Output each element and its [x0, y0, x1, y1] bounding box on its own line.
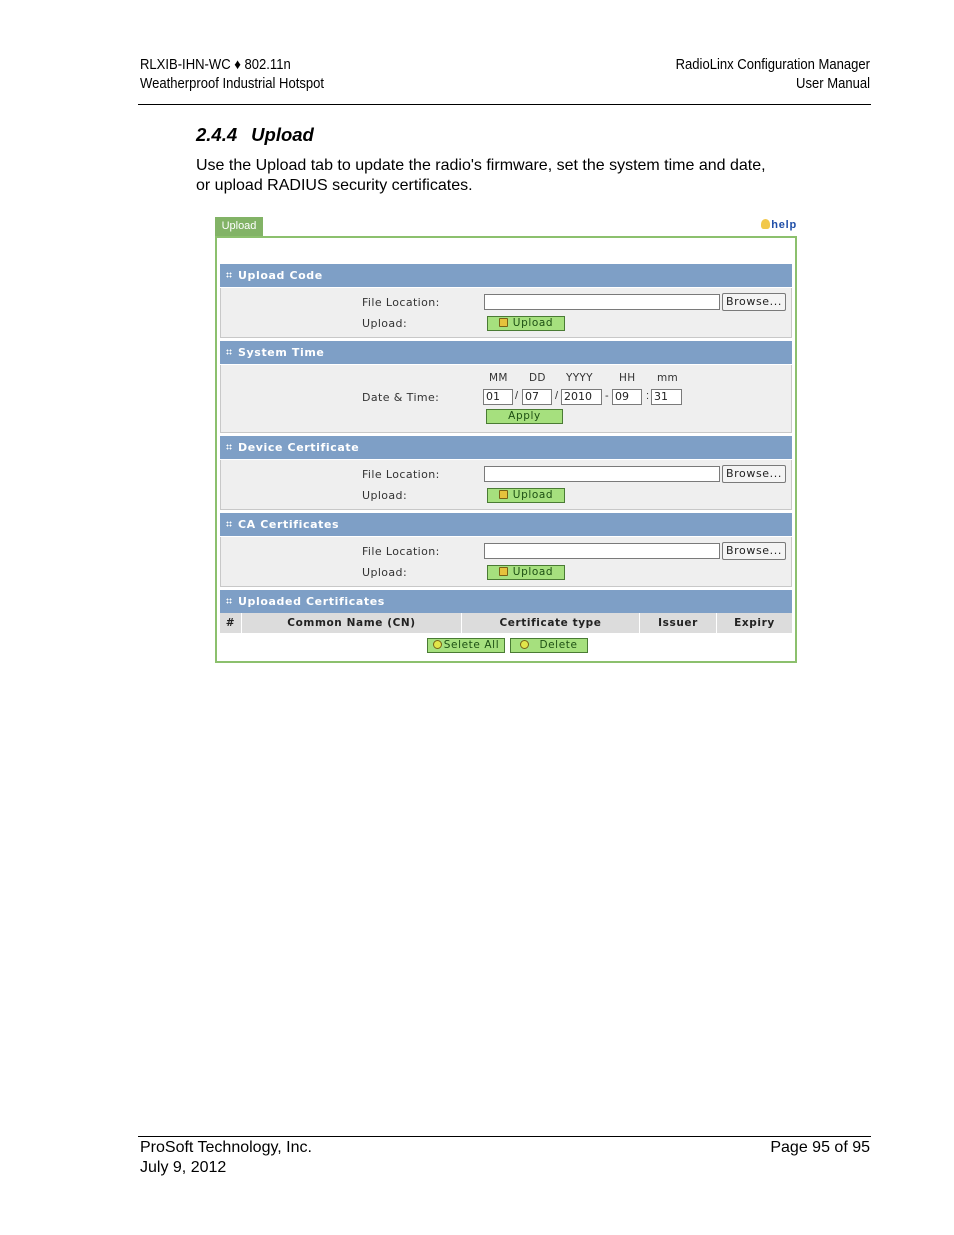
upload-code-file-input[interactable]: [484, 294, 720, 310]
file-location-label: File Location:: [362, 545, 440, 558]
tab-upload[interactable]: Upload: [215, 217, 263, 236]
file-location-label: File Location:: [362, 468, 440, 481]
page-number: Page 95 of 95: [770, 1139, 870, 1156]
header-rule: [138, 104, 871, 105]
help-label: help: [771, 219, 797, 231]
intro-line-1: Use the Upload tab to update the radio's firmware, set the system time and date,: [196, 157, 766, 174]
day-column-label: DD: [529, 372, 546, 384]
delete-button[interactable]: [510, 638, 588, 653]
publication-date: July 9, 2012: [140, 1159, 227, 1176]
system-time-header[interactable]: [220, 341, 792, 364]
upload-icon: [499, 318, 508, 327]
delete-label: Delete: [539, 639, 578, 651]
select-all-label: Selete All: [443, 639, 500, 651]
year-column-label: YYYY: [566, 372, 593, 384]
date-separator: /: [515, 390, 519, 402]
day-input[interactable]: 07: [522, 389, 552, 405]
device-certificate-upload-button[interactable]: [487, 488, 565, 503]
certificates-table-header: [220, 613, 792, 633]
delete-icon: [520, 640, 529, 649]
month-input[interactable]: 01: [483, 389, 513, 405]
device-certificate-browse-button[interactable]: Browse...: [722, 465, 786, 483]
expand-icon: [226, 598, 232, 604]
upload-label: Upload:: [362, 566, 408, 579]
product-name: RLXIB-IHN-WC ♦ 802.11n: [140, 57, 291, 73]
ca-certificates-section: [220, 537, 792, 587]
company-name: ProSoft Technology, Inc.: [140, 1139, 312, 1156]
section-heading: [196, 124, 314, 146]
minute-column-label: mm: [657, 372, 679, 384]
file-location-label: File Location:: [362, 296, 440, 309]
upload-icon: [499, 567, 508, 576]
system-time-section: [220, 365, 792, 433]
manual-title: RadioLinx Configuration Manager: [675, 57, 870, 73]
date-time-label: Date & Time:: [362, 391, 440, 404]
expand-icon: [226, 444, 232, 450]
check-icon: [433, 640, 442, 649]
help-link[interactable]: [761, 219, 797, 231]
year-input[interactable]: 2010: [561, 389, 602, 405]
upload-code-title: Upload Code: [238, 269, 323, 282]
expand-icon: [226, 349, 232, 355]
upload-code-upload-button[interactable]: [487, 316, 565, 331]
expand-icon: [226, 272, 232, 278]
upload-code-header[interactable]: [220, 264, 792, 287]
apply-button[interactable]: Apply: [486, 409, 563, 424]
upload-label: Upload:: [362, 317, 408, 330]
product-description: Weatherproof Industrial Hotspot: [140, 76, 325, 92]
minute-input[interactable]: 31: [651, 389, 682, 405]
section-number: 2.4.4: [196, 124, 238, 145]
ca-certificates-file-input[interactable]: [484, 543, 720, 559]
column-header-index[interactable]: #: [220, 613, 242, 633]
section-title: Upload: [251, 124, 314, 145]
ca-certificates-title: CA Certificates: [238, 518, 340, 531]
device-certificate-header[interactable]: [220, 436, 792, 459]
lightbulb-icon: [761, 219, 770, 229]
column-header-common-name[interactable]: Common Name (CN): [242, 613, 462, 633]
upload-icon: [499, 490, 508, 499]
upload-button-label: Upload: [512, 566, 554, 578]
ca-certificates-upload-button[interactable]: [487, 565, 565, 580]
uploaded-certificates-title: Uploaded Certificates: [238, 595, 385, 608]
upload-button-label: Upload: [512, 317, 554, 329]
footer-right: [770, 1138, 870, 1158]
date-time-separator: -: [605, 390, 609, 402]
ca-certificates-header[interactable]: [220, 513, 792, 536]
select-all-button[interactable]: [427, 638, 505, 653]
expand-icon: [226, 521, 232, 527]
running-header-right: [676, 56, 870, 94]
device-certificate-section: [220, 460, 792, 510]
date-separator: /: [555, 390, 559, 402]
running-header-left: [140, 56, 324, 94]
time-separator: :: [646, 390, 650, 402]
manual-type: User Manual: [796, 76, 870, 92]
column-header-certificate-type[interactable]: Certificate type: [462, 613, 640, 633]
hour-column-label: HH: [619, 372, 636, 384]
upload-page-screenshot: [215, 217, 797, 663]
upload-code-section: [220, 288, 792, 338]
upload-panel-content: [220, 264, 792, 651]
column-header-expiry[interactable]: Expiry: [734, 617, 775, 629]
device-certificate-file-input[interactable]: [484, 466, 720, 482]
month-column-label: MM: [489, 372, 508, 384]
section-intro: [196, 156, 836, 196]
system-time-title: System Time: [238, 346, 325, 359]
uploaded-certificates-header[interactable]: [220, 590, 792, 613]
ca-certificates-browse-button[interactable]: Browse...: [722, 542, 786, 560]
hour-input[interactable]: 09: [612, 389, 642, 405]
upload-panel: [215, 236, 797, 663]
upload-label: Upload:: [362, 489, 408, 502]
device-certificate-title: Device Certificate: [238, 441, 360, 454]
footer-left: [140, 1138, 312, 1178]
column-header-issuer[interactable]: Issuer: [640, 613, 717, 633]
footer-rule: [138, 1136, 871, 1137]
intro-line-2: or upload RADIUS security certificates.: [196, 177, 473, 194]
upload-code-browse-button[interactable]: Browse...: [722, 293, 786, 311]
upload-button-label: Upload: [512, 489, 554, 501]
